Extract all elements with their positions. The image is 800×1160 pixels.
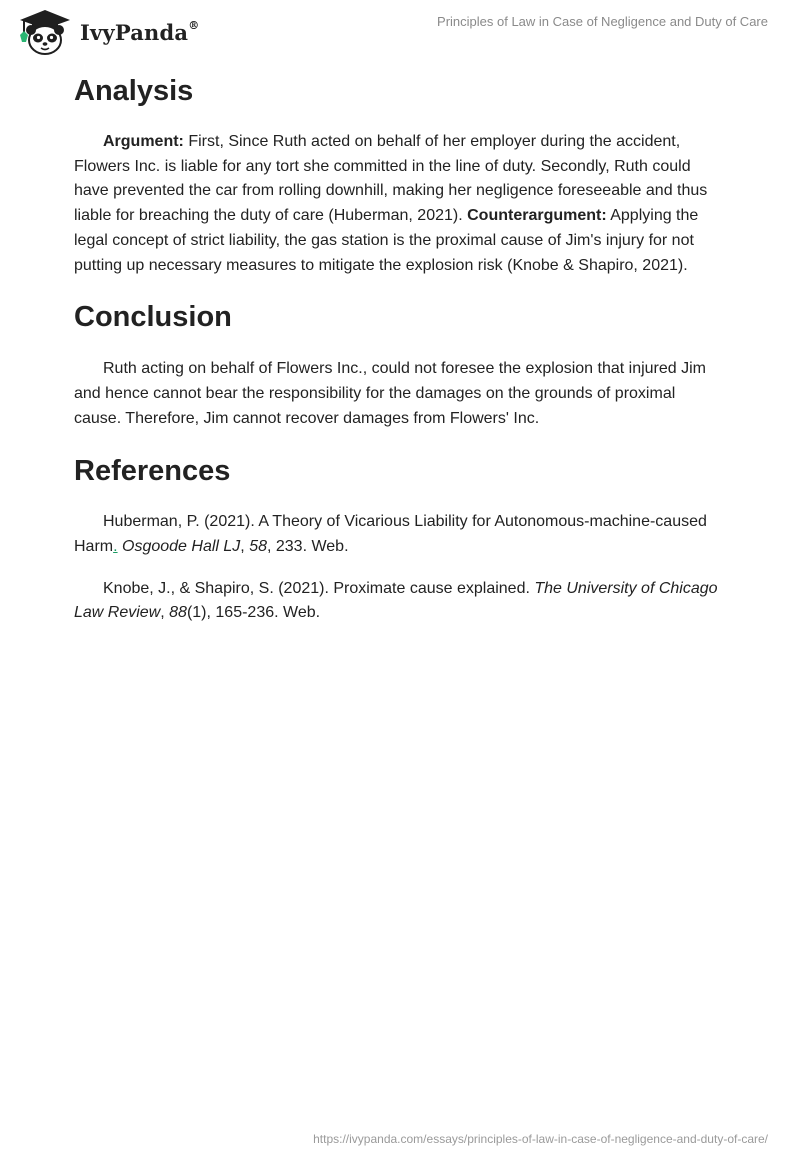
- reference-link[interactable]: .: [113, 538, 118, 556]
- conclusion-section: [74, 296, 724, 431]
- essay-content: [74, 70, 724, 643]
- references-heading: References: [74, 455, 231, 488]
- reference-item: Knobe, J., & Shapiro, S. (2021). Proximate cause explained. The University of Chicago Law Review, 88(1), 165-236. Web.: [74, 579, 718, 622]
- source-url[interactable]: https://ivypanda.com/essays/principles-of-law-in-case-of-negligence-and-duty-of-care/: [313, 1132, 768, 1146]
- counterargument-text: Applying the legal concept of strict liability, the gas station is the proximal cause of Jim's injury for not putting up necessary measures to mitigate the explosion risk (Knobe & Shapiro, 2021).: [74, 207, 699, 274]
- conclusion-heading: Conclusion: [74, 301, 232, 334]
- page-header: [0, 0, 800, 60]
- brand-name: IvyPanda®: [80, 18, 200, 45]
- analysis-section: [74, 70, 724, 278]
- references-section: [74, 450, 724, 626]
- logo[interactable]: [14, 8, 199, 56]
- panda-graduate-icon: [14, 8, 76, 56]
- document-title: Principles of Law in Case of Negligence and Duty of Care: [437, 14, 768, 29]
- counterargument-label: Counterargument:: [467, 207, 607, 225]
- reference-item: Huberman, P. (2021). A Theory of Vicarious Liability for Autonomous-machine-caused Harm. Osgoode Hall LJ, 58, 233. Web.: [74, 513, 707, 556]
- reference-journal: The University of Chicago Law Review: [74, 579, 718, 622]
- argument-text: First, Since Ruth acted on behalf of her employer during the accident, Flowers Inc. is liable for any tort she committed in the line of duty. Secondly, Ruth could have prevented the car from rolling downhill, making her negligence foreseeable and thus liable for breaching the duty of care (Huberman, 2021).: [74, 133, 708, 225]
- analysis-paragraph: [74, 130, 724, 278]
- reference-volume: 88: [169, 604, 187, 622]
- conclusion-paragraph: Ruth acting on behalf of Flowers Inc., could not foresee the explosion that injured Jim and hence cannot bear the responsibility for the damages on the grounds of proximal cause. Therefore, Jim cannot recover damages from Flowers' Inc.: [74, 360, 707, 427]
- analysis-heading: Analysis: [74, 75, 194, 107]
- reference-volume: 58: [249, 538, 267, 556]
- argument-label: Argument:: [103, 133, 184, 150]
- reference-journal: Osgoode Hall LJ: [117, 538, 241, 556]
